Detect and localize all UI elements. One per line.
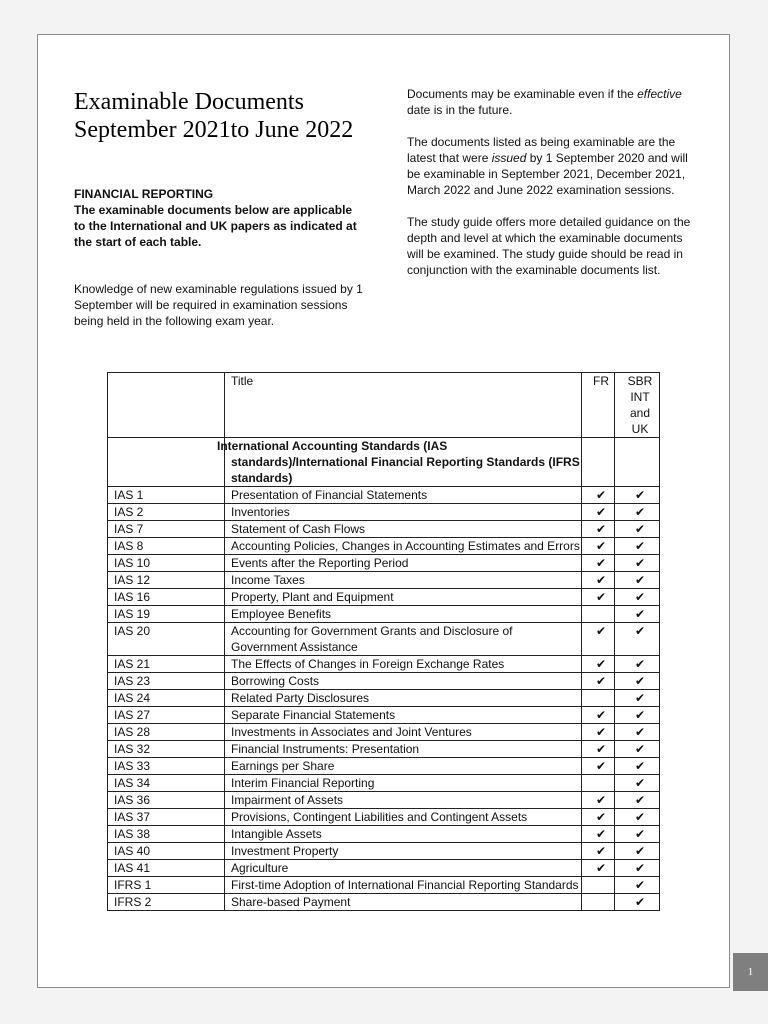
sbr-check-cell: [615, 860, 660, 877]
header-title: Title: [225, 373, 582, 438]
sbr-check-cell: [615, 775, 660, 792]
checkmark-icon: ✔: [634, 539, 646, 553]
fr-check-cell: [582, 656, 615, 673]
fr-check-cell: [582, 538, 615, 555]
table-row: [108, 707, 660, 724]
fr-check-cell: [582, 860, 615, 877]
fr-check-cell: [582, 521, 615, 538]
fr-check-cell: [582, 741, 615, 758]
checkmark-icon: ✔: [595, 657, 607, 671]
fr-check-cell: [582, 826, 615, 843]
standard-title: Impairment of Assets: [225, 792, 582, 809]
fr-check-cell: [582, 589, 615, 606]
standard-code: IFRS 1: [108, 877, 225, 894]
sbr-check-cell: [615, 690, 660, 707]
table-row: [108, 843, 660, 860]
fr-check-cell: [582, 758, 615, 775]
checkmark-icon: ✔: [634, 556, 646, 570]
sbr-check-cell: [615, 673, 660, 690]
sbr-check-cell: [615, 877, 660, 894]
info-column: [407, 86, 702, 294]
checkmark-icon: ✔: [634, 691, 646, 705]
sbr-check-cell: [615, 741, 660, 758]
sbr-check-cell: [615, 538, 660, 555]
standard-title: Accounting for Government Grants and Disclosure of Government Assistance: [225, 623, 582, 656]
standard-title: Presentation of Financial Statements: [225, 487, 582, 504]
study-guide-note: The study guide offers more detailed guidance on the depth and level at which the examinable documents will be examined. The study guide should be read in conjunction with the examinable documents list.: [407, 215, 691, 277]
fr-check-cell: [582, 894, 615, 911]
effective-note-text: Documents may be examinable even if the: [407, 87, 638, 101]
header-sbr-line: UK: [631, 422, 649, 436]
checkmark-icon: ✔: [595, 708, 607, 722]
group-title: International Accounting Standards (IAS standards)/International Financial Reporting Standards (IFRS standards): [217, 439, 580, 485]
standard-code: IAS 38: [108, 826, 225, 843]
document-title: Examinable Documents September 2021to June 2022: [74, 89, 354, 143]
checkmark-icon: ✔: [595, 861, 607, 875]
standard-code: IAS 19: [108, 606, 225, 623]
checkmark-icon: ✔: [595, 624, 607, 638]
standard-title: Investment Property: [225, 843, 582, 860]
checkmark-icon: ✔: [595, 505, 607, 519]
standard-code: IAS 8: [108, 538, 225, 555]
standard-title: Employee Benefits: [225, 606, 582, 623]
standard-title: Inventories: [225, 504, 582, 521]
checkmark-icon: ✔: [634, 742, 646, 756]
checkmark-icon: ✔: [634, 776, 646, 790]
standard-code: IAS 24: [108, 690, 225, 707]
checkmark-icon: ✔: [634, 505, 646, 519]
standard-title: Separate Financial Statements: [225, 707, 582, 724]
table-row: [108, 809, 660, 826]
standard-code: IAS 37: [108, 809, 225, 826]
standard-code: IAS 23: [108, 673, 225, 690]
standard-code: IAS 12: [108, 572, 225, 589]
standard-code: IAS 16: [108, 589, 225, 606]
checkmark-icon: ✔: [634, 522, 646, 536]
sbr-check-cell: [615, 521, 660, 538]
table-row: [108, 572, 660, 589]
sbr-check-cell: [615, 809, 660, 826]
table-row: [108, 521, 660, 538]
checkmark-icon: ✔: [595, 674, 607, 688]
sbr-check-cell: [615, 555, 660, 572]
standard-title: Borrowing Costs: [225, 673, 582, 690]
effective-emphasis: effective: [637, 87, 682, 101]
table-row: [108, 623, 660, 656]
group-code-cell: [108, 438, 225, 487]
standard-title: Income Taxes: [225, 572, 582, 589]
issued-note-end: by 1 September 2020 and will be examinable in September 2021, December 2021, March 2022 and June 2022 examination sessions.: [407, 151, 688, 197]
section-header: [74, 186, 366, 250]
checkmark-icon: ✔: [634, 878, 646, 892]
checkmark-icon: ✔: [634, 793, 646, 807]
fr-check-cell: [582, 724, 615, 741]
group-sbr-cell: [615, 438, 660, 487]
fr-check-cell: [582, 690, 615, 707]
checkmark-icon: ✔: [595, 827, 607, 841]
checkmark-icon: ✔: [634, 657, 646, 671]
sbr-check-cell: [615, 724, 660, 741]
standard-code: IAS 28: [108, 724, 225, 741]
sbr-check-cell: [615, 589, 660, 606]
checkmark-icon: ✔: [634, 827, 646, 841]
issued-date-note: [407, 134, 702, 198]
sbr-check-cell: [615, 894, 660, 911]
standard-code: IAS 1: [108, 487, 225, 504]
checkmark-icon: ✔: [595, 793, 607, 807]
table-row: [108, 758, 660, 775]
checkmark-icon: ✔: [634, 810, 646, 824]
standard-code: IAS 41: [108, 860, 225, 877]
page-number: 1: [733, 953, 768, 991]
standard-code: IFRS 2: [108, 894, 225, 911]
issued-emphasis: issued: [491, 151, 527, 165]
standard-code: IAS 27: [108, 707, 225, 724]
standard-code: IAS 20: [108, 623, 225, 656]
fr-check-cell: [582, 673, 615, 690]
checkmark-icon: ✔: [595, 844, 607, 858]
checkmark-icon: ✔: [595, 573, 607, 587]
checkmark-icon: ✔: [595, 742, 607, 756]
table-row: [108, 741, 660, 758]
standard-code: IAS 32: [108, 741, 225, 758]
fr-check-cell: [582, 843, 615, 860]
standard-code: IAS 34: [108, 775, 225, 792]
fr-check-cell: [582, 504, 615, 521]
section-heading: FINANCIAL REPORTING: [74, 187, 214, 201]
sbr-check-cell: [615, 487, 660, 504]
standard-title: The Effects of Changes in Foreign Exchange Rates: [225, 656, 582, 673]
group-fr-cell: [582, 438, 615, 487]
table-row: [108, 860, 660, 877]
checkmark-icon: ✔: [595, 488, 607, 502]
checkmark-icon: ✔: [595, 522, 607, 536]
document-page: [37, 34, 730, 988]
checkmark-icon: ✔: [595, 590, 607, 604]
sbr-check-cell: [615, 572, 660, 589]
standard-title: First-time Adoption of International Financial Reporting Standards: [225, 877, 582, 894]
standard-title: Interim Financial Reporting: [225, 775, 582, 792]
fr-check-cell: [582, 606, 615, 623]
table-row: [108, 690, 660, 707]
standard-title: Statement of Cash Flows: [225, 521, 582, 538]
standard-title: Investments in Associates and Joint Ventures: [225, 724, 582, 741]
standard-title: Agriculture: [225, 860, 582, 877]
standard-title: Accounting Policies, Changes in Accounting Estimates and Errors: [225, 538, 582, 555]
fr-check-cell: [582, 792, 615, 809]
sbr-check-cell: [615, 792, 660, 809]
table-row: [108, 673, 660, 690]
checkmark-icon: ✔: [634, 708, 646, 722]
checkmark-icon: ✔: [634, 590, 646, 604]
knowledge-note: Knowledge of new examinable regulations issued by 1 September will be required in examination sessions being held in the following exam year.: [74, 282, 363, 328]
standard-title: Share-based Payment: [225, 894, 582, 911]
fr-check-cell: [582, 775, 615, 792]
sbr-check-cell: [615, 504, 660, 521]
sbr-check-cell: [615, 606, 660, 623]
sbr-check-cell: [615, 843, 660, 860]
table-row: [108, 724, 660, 741]
checkmark-icon: ✔: [634, 895, 646, 909]
standard-title: Financial Instruments: Presentation: [225, 741, 582, 758]
section-intro: The examinable documents below are applicable to the International and UK papers as indicated at the start of each table.: [74, 203, 357, 249]
header-sbr-line: and: [629, 406, 651, 420]
table-row: [108, 504, 660, 521]
table-row: [108, 656, 660, 673]
table-row: [108, 606, 660, 623]
header-sbr-line: INT: [630, 390, 650, 404]
table-row: [108, 792, 660, 809]
standard-title: Earnings per Share: [225, 758, 582, 775]
checkmark-icon: ✔: [634, 624, 646, 638]
table-row: [108, 775, 660, 792]
checkmark-icon: ✔: [634, 674, 646, 688]
checkmark-icon: ✔: [634, 573, 646, 587]
table-row: [108, 538, 660, 555]
checkmark-icon: ✔: [634, 488, 646, 502]
sbr-check-cell: [615, 623, 660, 656]
standard-code: IAS 21: [108, 656, 225, 673]
checkmark-icon: ✔: [634, 844, 646, 858]
sbr-check-cell: [615, 758, 660, 775]
standard-code: IAS 36: [108, 792, 225, 809]
standard-title: Events after the Reporting Period: [225, 555, 582, 572]
group-row: [108, 438, 660, 487]
examinable-documents-table: [107, 372, 660, 911]
checkmark-icon: ✔: [595, 556, 607, 570]
fr-check-cell: [582, 487, 615, 504]
standard-code: IAS 40: [108, 843, 225, 860]
checkmark-icon: ✔: [595, 759, 607, 773]
table-row: [108, 589, 660, 606]
table-row: [108, 826, 660, 843]
standard-code: IAS 33: [108, 758, 225, 775]
sbr-check-cell: [615, 707, 660, 724]
fr-check-cell: [582, 555, 615, 572]
checkmark-icon: ✔: [634, 759, 646, 773]
fr-check-cell: [582, 572, 615, 589]
header-fr: FR: [582, 373, 615, 438]
checkmark-icon: ✔: [634, 607, 646, 621]
standard-title: Intangible Assets: [225, 826, 582, 843]
fr-check-cell: [582, 623, 615, 656]
header-code: [108, 373, 225, 438]
checkmark-icon: ✔: [634, 861, 646, 875]
sbr-check-cell: [615, 656, 660, 673]
table-row: [108, 487, 660, 504]
checkmark-icon: ✔: [595, 725, 607, 739]
effective-note-end: date is in the future.: [407, 103, 513, 117]
standard-title: Property, Plant and Equipment: [225, 589, 582, 606]
standard-title: Related Party Disclosures: [225, 690, 582, 707]
table-row: [108, 894, 660, 911]
standard-code: IAS 10: [108, 555, 225, 572]
sbr-check-cell: [615, 826, 660, 843]
header-sbr: [615, 373, 660, 438]
table-row: [108, 877, 660, 894]
fr-check-cell: [582, 707, 615, 724]
table-row: [108, 555, 660, 572]
fr-check-cell: [582, 877, 615, 894]
header-sbr-line: SBR: [627, 374, 653, 388]
effective-date-note: [407, 86, 702, 118]
checkmark-icon: ✔: [634, 725, 646, 739]
standard-title: Provisions, Contingent Liabilities and Contingent Assets: [225, 809, 582, 826]
table-header-row: [108, 373, 660, 438]
issued-note-text: The documents listed as being examinable are the latest that were: [407, 135, 676, 165]
checkmark-icon: ✔: [595, 539, 607, 553]
fr-check-cell: [582, 809, 615, 826]
standard-code: IAS 2: [108, 504, 225, 521]
standard-code: IAS 7: [108, 521, 225, 538]
checkmark-icon: ✔: [595, 810, 607, 824]
